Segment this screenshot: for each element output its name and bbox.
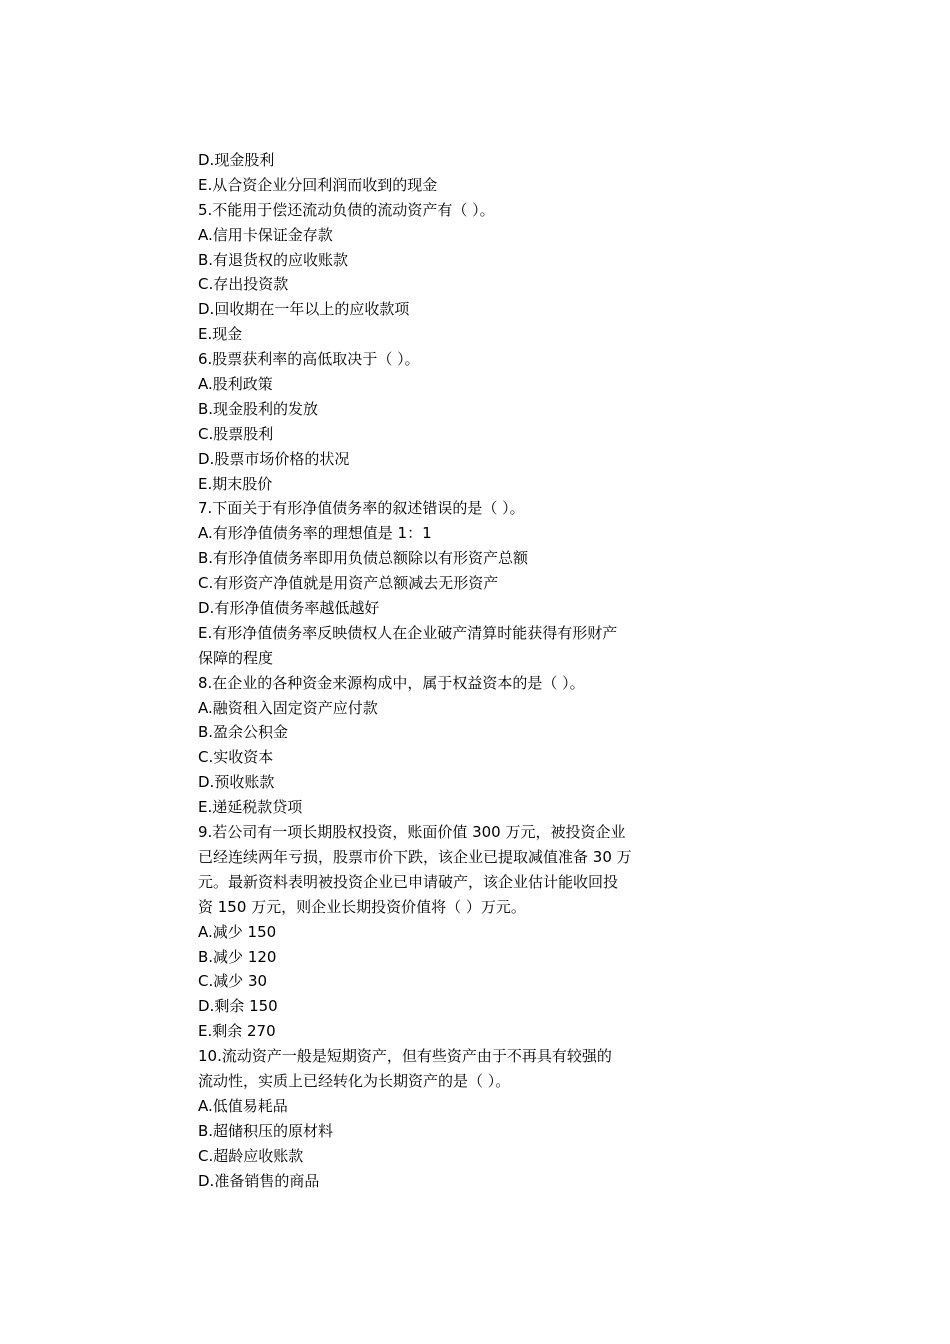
- question-10-continued: 流动性，实质上已经转化为长期资产的是（ ）。: [198, 1071, 511, 1090]
- option-b: B.有退货权的应收账款: [198, 250, 349, 269]
- option-a: A.减少 150: [198, 922, 277, 941]
- option-a: A.融资租入固定资产应付款: [198, 698, 378, 717]
- question-9: 9.若公司有一项长期股权投资，账面价值 300 万元，被投资企业: [198, 823, 626, 842]
- option-a: A.有形净值债务率的理想值是 1：1: [198, 524, 432, 543]
- option-c: C.减少 30: [198, 972, 268, 991]
- option-c: C.实收资本: [198, 748, 274, 767]
- option-b: B.现金股利的发放: [198, 399, 319, 418]
- question-9-continued: 元。最新资料表明被投资企业已申请破产，该企业估计能收回投: [198, 872, 619, 891]
- option-d: D.预收账款: [198, 773, 275, 792]
- option-e-continued: 保障的程度: [198, 648, 274, 667]
- option-e: E.有形净值债务率反映债权人在企业破产清算时能获得有形财产: [198, 623, 618, 642]
- option-a: A.股利政策: [198, 375, 273, 394]
- question-9-continued: 已经连续两年亏损，股票市价下跌，该企业已提取减值准备 30 万: [198, 847, 632, 866]
- option-e: E.期末股价: [198, 474, 273, 493]
- option-b: B.超储积压的原材料: [198, 1121, 334, 1140]
- option-c: C.超龄应收账款: [198, 1146, 304, 1165]
- option-a: A.低值易耗品: [198, 1096, 288, 1115]
- question-7: 7.下面关于有形净值债务率的叙述错误的是（ ）。: [198, 499, 525, 518]
- option-b: B.减少 120: [198, 947, 277, 966]
- option-b: B.盈余公积金: [198, 723, 289, 742]
- option-e: E.剩余 270: [198, 1022, 276, 1041]
- question-10: 10.流动资产一般是短期资产，但有些资产由于不再具有较强的: [198, 1047, 612, 1066]
- option-d: D.准备销售的商品: [198, 1171, 320, 1190]
- question-8: 8.在企业的各种资金来源构成中，属于权益资本的是（ ）。: [198, 673, 585, 692]
- option-e: E.现金: [198, 325, 243, 344]
- text-line: E.从合资企业分回利润而收到的现金: [198, 175, 438, 194]
- option-a: A.信用卡保证金存款: [198, 225, 333, 244]
- question-6: 6.股票获利率的高低取决于（ ）。: [198, 350, 420, 369]
- option-c: C.存出投资款: [198, 275, 289, 294]
- question-5: 5.不能用于偿还流动负债的流动资产有（ ）。: [198, 200, 495, 219]
- option-b: B.有形净值债务率即用负债总额除以有形资产总额: [198, 549, 529, 568]
- text-line: D.现金股利: [198, 151, 275, 169]
- option-c: C.股票股利: [198, 424, 274, 443]
- option-c: C.有形资产净值就是用资产总额减去无形资产: [198, 574, 499, 593]
- option-d: D.有形净值债务率越低越好: [198, 599, 380, 618]
- option-d: D.剩余 150: [198, 997, 278, 1016]
- option-d: D.股票市场价格的状况: [198, 449, 350, 468]
- document-body: [198, 148, 650, 1193]
- option-d: D.回收期在一年以上的应收款项: [198, 300, 410, 319]
- option-e: E.递延税款贷项: [198, 798, 303, 817]
- question-9-continued: 资 150 万元，则企业长期投资价值将（ ）万元。: [198, 897, 526, 916]
